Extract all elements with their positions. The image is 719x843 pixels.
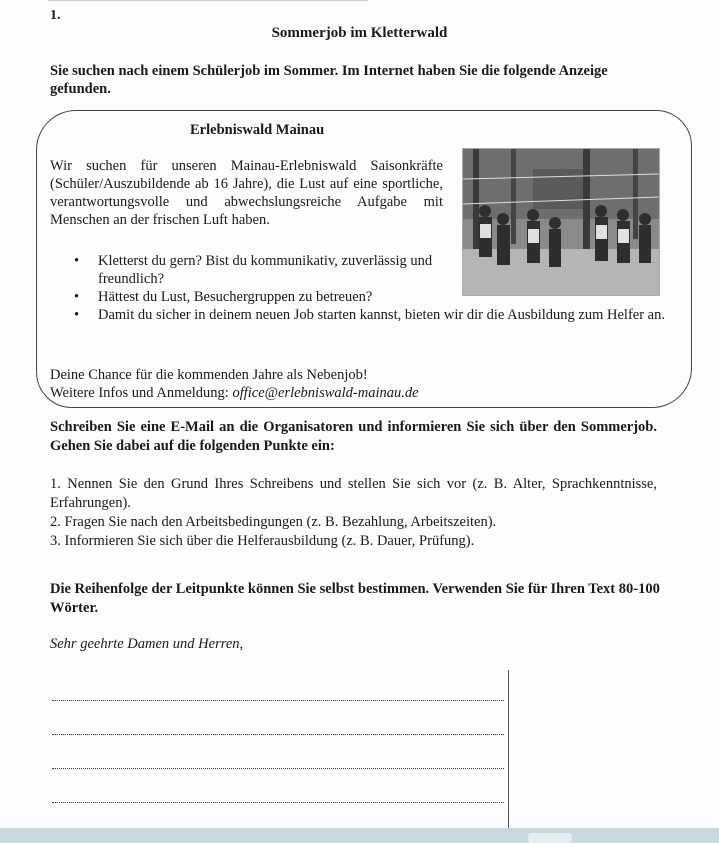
writing-line[interactable]: [52, 700, 504, 701]
task-points: [50, 475, 657, 551]
ad-footer: [50, 366, 419, 402]
bottom-bar: [0, 828, 719, 843]
bullet-icon: •: [74, 253, 80, 269]
task-point: 2. Fragen Sie nach den Arbeitsbedingungen (z. B. Bezahlung, Arbeitszeiten).: [50, 514, 497, 530]
exercise-number: 1.: [50, 8, 61, 23]
list-item: • Damit du sicher in deinem neuen Job starten kannst, bieten wir dir die Ausbildung zum Helfer an.: [74, 307, 665, 323]
margin-line: [508, 670, 509, 843]
task-point: 1. Nennen Sie den Grund Ihres Schreibens und stellen Sie sich vor (z. B. Alter, Sprachkenntnisse, Erfahrungen).: [50, 476, 657, 511]
task-heading: Schreiben Sie eine E-Mail an die Organisatoren und informieren Sie sich über den Sommerjob. Gehen Sie dabei auf die folgenden Punkte ein:: [50, 419, 657, 454]
writing-line[interactable]: [52, 802, 504, 803]
top-rule: [48, 0, 368, 1]
list-item: • Kletterst du gern? Bist du kommunikativ, zuverlässig und freundlich?: [74, 253, 433, 287]
email-greeting: Sehr geehrte Damen und Herren,: [50, 636, 244, 652]
contact-email: office@erlebniswald-mainau.de: [232, 385, 419, 401]
writing-line[interactable]: [52, 768, 504, 769]
ad-chance-text: Deine Chance für die kommenden Jahre als Nebenjob!: [50, 367, 368, 383]
task-point: 3. Informieren Sie sich über die Helferausbildung (z. B. Dauer, Prüfung).: [50, 533, 475, 549]
ad-bullet-list: [50, 252, 665, 324]
bottom-tab: [528, 833, 572, 843]
bullet-icon: •: [74, 307, 80, 323]
list-item: • Hättest du Lust, Besuchergruppen zu betreuen?: [74, 289, 373, 305]
order-note: Die Reihenfolge der Leitpunkte können Sie selbst bestimmen. Verwenden Sie für Ihren Text 80-100 Wörter.: [50, 581, 660, 616]
bullet-icon: •: [74, 289, 80, 305]
ad-description: Wir suchen für unseren Mainau-Erlebniswald Saisonkräfte (Schüler/Auszubildende ab 16 Jahre), die Lust auf eine sportliche, verantwortungsvolle und abwechslungsreiche Aufgabe mit Menschen an der frischen Luft haben.: [50, 158, 443, 228]
page-title: Sommerjob im Kletterwald: [271, 25, 448, 41]
intro-text: Sie suchen nach einem Schülerjob im Sommer. Im Internet haben Sie die folgende Anzeige gefunden.: [50, 63, 608, 97]
ad-contact-line: [50, 384, 419, 402]
ad-title: Erlebniswald Mainau: [190, 122, 325, 138]
writing-line[interactable]: [52, 734, 504, 735]
contact-label: Weitere Infos und Anmeldung:: [50, 385, 233, 401]
